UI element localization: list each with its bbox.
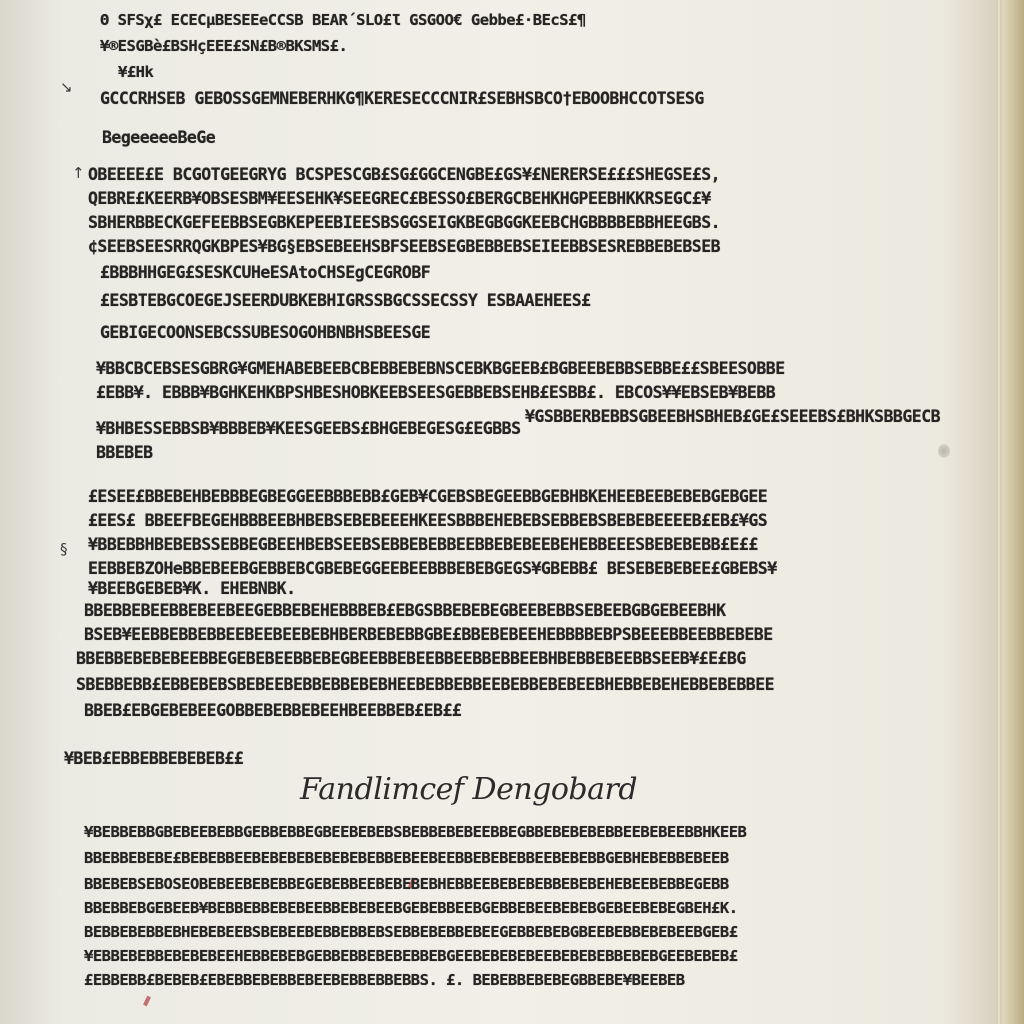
text-line: £EBBEBB£BEBEB£EBEBBEBEBBEBEEBEBBEBBEBBS. £. BEBEBBEBEBEGBBEBE¥BEEBEB — [84, 971, 685, 989]
text-line: ¥£Hk — [118, 63, 154, 81]
text-line: £BBBHHGEG£SESKCUHeESAtoCHSEgCEGROBF — [100, 263, 431, 282]
text-line: SBEBBEBB£EBBEBEBSBEBEEBEBBEBBEBEBHEEBEBBEBBEEBEBBEBEBEEBHEBBEBEHEBBEBEBBEE — [76, 675, 775, 694]
text-line: ¥BHBESSEBBSB¥BBBEB¥KEESGEEBS£BHGEBEGESG£EGBBS — [96, 419, 521, 438]
text-line: BBEBEB — [96, 443, 153, 462]
text-line: £EES£ BBEEFBEGEHBBBEEBHBEBSEBEBEEEHKEESBBBEHEBEBSEBBEBSBEBEBEEEEB£EB£¥GS — [88, 511, 768, 530]
text-line: BBEBBEBEBEBEEBBEGEBEBEEBBEBEGBEEBBEBEEBBEEBBEBBEEBHBEBBEBEEBBSEEB¥£E£BG — [76, 649, 746, 668]
text-line: ¥BBEBBHBEBEBSSEBBEGBEEHBEBSEEBSEBBEBEBBEEBBEBEBEEBEHEBBEEESBEBEBEBB£E££ — [88, 535, 758, 554]
text-line: BBEBEBSEBOSEOBEBEEBEBEBBEGEBEBBEEBEBEBEBHEBBEEBEBEBEBBEBEBEHEBEEBEBBEGEBB — [84, 875, 729, 893]
margin-arrow-mark: ↘ — [60, 78, 73, 96]
section-heading: Fandlimcef Dengobard — [300, 772, 638, 807]
text-line: ¥BEEBGEBEB¥K. EHEBNBK. — [88, 579, 296, 598]
text-line: BEBBEBEBBEBHEBEBEEBSBEBEEBEBBEBBEBSEBBEBEBBEBEEGEBBEBEBGBEEBEBBEBEBEEBGEB£ — [84, 923, 738, 941]
text-line: BBEBBEBEBE£BEBEBBEEBEBEBEBEBEBEBEBBEBEEBEEBBEBEBEBBEEBEBEBBGEBHEBEBBEBEEB — [84, 849, 729, 867]
text-line: SBHERBBECKGEFEEBBSEGBKEPEEBIEESBSGGSEIGKBEGBGGKEEBCHGBBBBEBBHEEGBS. — [88, 213, 721, 232]
text-line: ¥GSBBERBEBBSGBEEBHSBHEB£GE£SEEEBS£BHKSBBGECB — [525, 407, 941, 426]
text-line: £ESBTEBGCOEGEJSEERDUBKEBHIGRSSBGCSSECSSY ESBAAEHEES£ — [100, 291, 591, 310]
text-line: ¥BEBBEBBGBEBEEBEBBGEBBEBBEGBEEBEBEBSBEBBEBEBEEBBEGBBEBEBEBEBBEEBEBEEBBHKEEB — [84, 823, 747, 841]
text-line: ¥EBBEBEBBEBEBEBEEHEBBEBEBGEBBEBBEBEBEBBEBGEEBEBEBEBEEBEBEBEBBEBEBGEEBEBEB£ — [84, 947, 738, 965]
text-line: QEBRE£KEERB¥OBSESBM¥EESEHK¥SEEGREC£BESSO£BERGCBEHKHGPEEBHKKRSEGC£¥ — [88, 189, 711, 208]
section-label: BegeeeeeBeGe — [102, 128, 216, 147]
text-line: ¢SEEBSEESRRQGKBPES¥BG§EBSEBEEHSBFSEEBSEGBEBBEBSEIEEBBSESREBBEBEBSEB — [88, 237, 721, 256]
paper-stain — [938, 444, 950, 458]
text-line: Θ SFSχ£ ECECµBESEEeCCSB BEAR´SLO£Ɩ GSGOO€ Gebbe£·BEcS£¶ — [100, 11, 586, 29]
text-line: ¥BBCBCEBSESGBRG¥GMEHABEBEEBCBEBBEBEBNSCEBKBGEEB£BGBEEBEBBSEBBE££SBEESOBBE — [96, 359, 785, 378]
text-line: EEBBEBZOHeBBEBEEBGEBBEBCGBEBEGGEEBEEBBBEBEBGEGS¥GBEBB£ BESEBEBEBEE£GBEBS¥ — [88, 559, 777, 578]
text-line: BBEB£EBGEBEBEEGOBBEBEBBEBEEHBEEBBEB£EB££ — [84, 701, 462, 720]
text-line: ¥®ESGBè£BSHçEEE£SN£B®BKSMS£. — [100, 37, 348, 55]
red-ink-mark — [143, 996, 151, 1007]
text-line: £EBB¥. EBBB¥BGHKEHKBPSHBESHOBKEEBSEESGEBBEBSEHB£ESBB£. EBCOS¥¥EBSEB¥BEBB — [96, 383, 776, 402]
text-line: £ESEE£BBEBEHBEBBBEGBEGGEEBBBEBB£GEB¥CGEBSBEGEEBBGEBHBKEHEEBEEBEBEBGEBGEE — [88, 487, 768, 506]
text-line: ¥BEB£EBBEBBEBEBEB££ — [64, 749, 244, 768]
text-line: BBEBBEBGEBEEB¥BEBBEBBEBEBEEBBEBEBEEBGEBEBBEEBGEBBEBEEBEBEBGEBEEBEBEGBEH£K. — [84, 899, 738, 917]
text-line: BSEB¥EEBBEBBEBBEEBEEBEEBEBHBERBEBEBBGBE£BBEBEBEEHEBBBBEBPSBEEEBBEEBBEBEBE — [84, 625, 773, 644]
margin-section-mark: § — [60, 540, 68, 558]
text-line: GCCCRHSEB GEBOSSGEMNEBERHKG¶KERESECCCNIR£SEBHSBCO†EBOOBHCCOTSESG — [100, 89, 704, 108]
text-line: GEBIGECOONSEBCSSUBESOGOHBNBHSBEESGE — [100, 323, 431, 342]
page-edge — [1000, 0, 1002, 1024]
text-line: OBEEEE£E BCGOTGEEGRYG BCSPESCGB£SG£GGCENGBE£GS¥£NERERSE£££SHEGSE£S, — [88, 165, 721, 184]
margin-bullet-mark: ↑ — [72, 164, 85, 182]
text-line: BBEBBEBEEBBEBEEBEEGEBBEBEHEBBBEB£EBGSBBEBEBEGBEEBEBBSEBEEBGBGEBEEBHK — [84, 601, 726, 620]
